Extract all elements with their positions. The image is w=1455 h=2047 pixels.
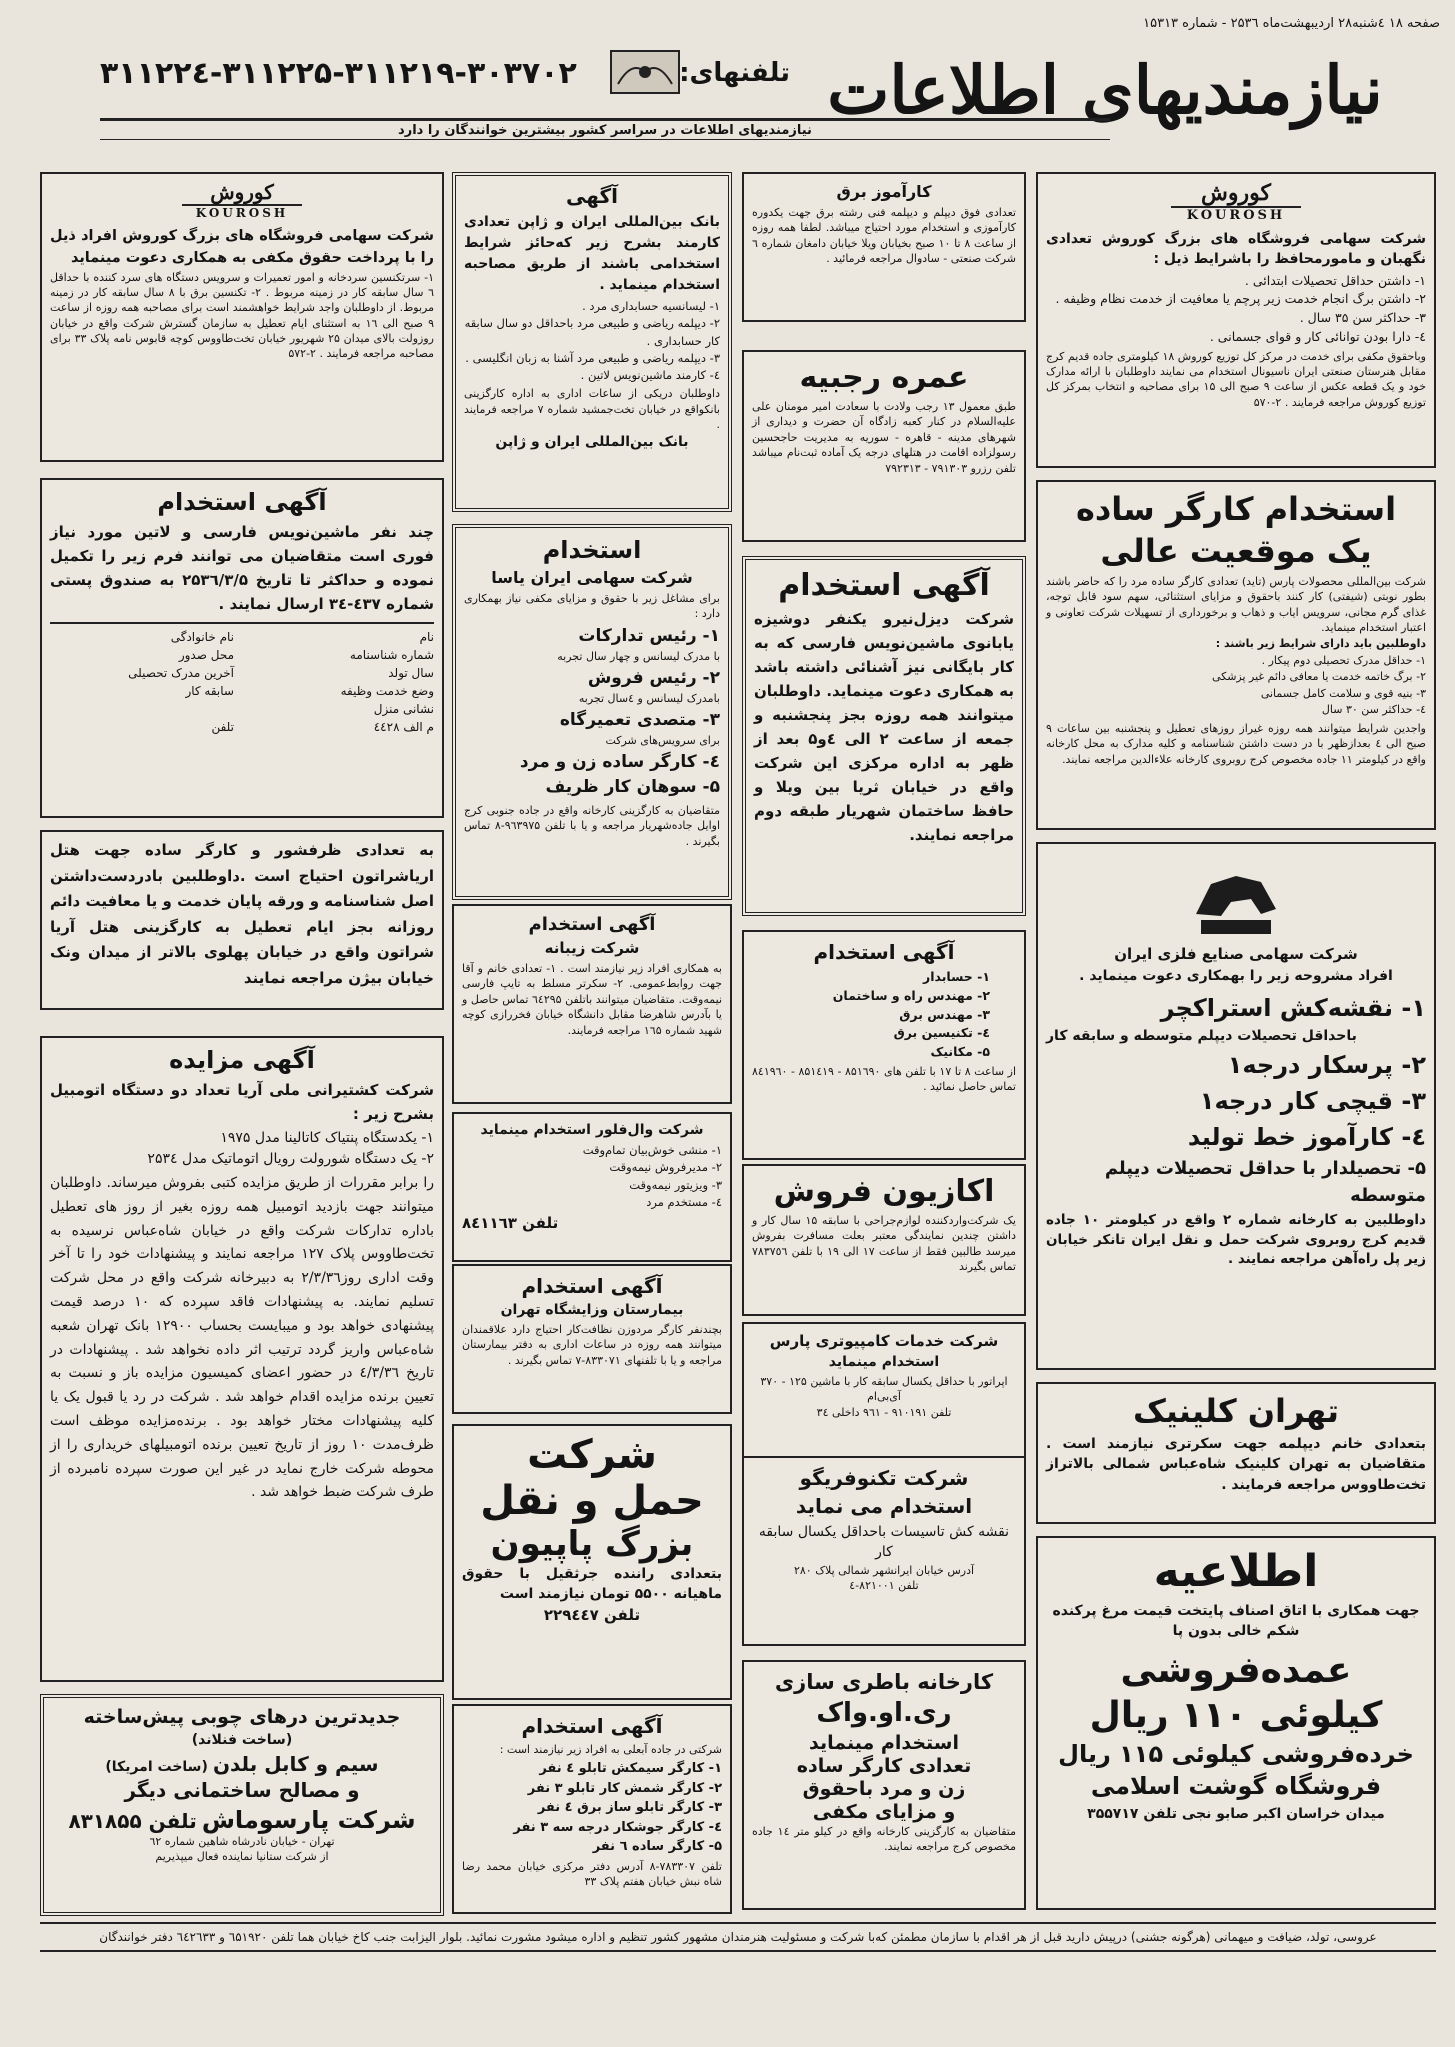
list-item: ۳- قیچی کار درجه۱ <box>1199 1087 1426 1116</box>
list-item: ۳- مهندس برق <box>899 1006 990 1022</box>
list-item: ۵- کارگر ساده ٦ نفر <box>592 1839 722 1855</box>
ad-phone: تلفن ۸۲۱۰۰۱-٤ <box>849 1578 919 1592</box>
list-item-note: باحداقل تحصیلات دیپلم متوسطه و سابقه کار <box>1046 1028 1357 1045</box>
list-item: ٤- کارگر جوشکار درجه سه ۳ نفر <box>513 1819 722 1835</box>
list-item: ۱- یکدستگاه پنتیاک کاتالینا مدل ۱۹۷۵ <box>220 1130 434 1146</box>
typist-hiring-ad <box>40 478 444 818</box>
ad-body: طبق معمول ۱۳ رجب ولادت با سعادت امیر مومنان علی علیه‌السلام در کنار کعبه زادگاه آن حضرت و دیداری از شهرهای مدینه - قاهره - سوریه به مدیریت حاجحسین رسولزاده اقامت در هتلهای درجه یک آماده ثبت‌نام میباشد تلفن رزرو ۷۹۱۳۰۳ - ۷۹۲۳۱۳ <box>752 400 1016 475</box>
car-auction-ad <box>40 1036 444 1682</box>
page-dateline: صفحه ۱۸ ٤شنبه۲۸ اردیبهشت‌ماه ۲۵۳٦ - شماره ۱۵۳۱۳ <box>1143 16 1440 31</box>
tehran-hospital-ad <box>452 1264 732 1414</box>
kourosh-logo-fa: کوروش <box>1201 180 1271 206</box>
ad-title: آگهی <box>566 184 618 208</box>
ad-body: نقشه کش تاسیسات باحداقل یکسال سابقه کار <box>758 1524 1010 1561</box>
list-item: ۳- دیپلمه ریاضی و طبیعی مرد آشنا به زبان انگلیسی . <box>465 350 720 365</box>
form-field-label <box>50 702 234 716</box>
ad-title: آگهی استخدام <box>521 1274 663 1298</box>
form-field-label: سابقه کار <box>185 684 234 698</box>
ad-body: وباحقوق مکفی برای خدمت در مرکز کل توزیع کوروش ۱۸ کیلومتری جاده قدیم کرج مقابل هنرستان صنعتی ایران ناسیونال استخدام می نمایند داوطلبان با ارائه مدارک خود و یک قطعه عکس از ساعت ۹ صبح الی ۱۵ برای مصاحبه و انتخاب بمرکز کل توزیع کوروش مراجعه فرمایند . ۲-۵۷۰ <box>1046 349 1427 409</box>
ad-body: تعدادی فوق دیپلم و دیپلمه فنی رشته برق جهت یکدوره کارآموزی و استخدام مورد احتیاج میباشد. لطفا همه روزه از ساعت ۸ تا ۱۰ صبح بخیابان ویلا خیابان دامغان شماره ٦ شرکت صنعتی - سادوال مراجعه فرمائید . <box>752 206 1016 266</box>
ad-footer: متقاضیان به کارگزینی کارخانه واقع در جاده جنوبی کرج اوایل جاده‌شهریار مراجعه و یا با تلفن ۹٦۳۹۷۵-۸ تماس بگیرند . <box>464 803 720 848</box>
list-item: ۱- نقشه‌کش استراکچر <box>1160 994 1426 1023</box>
ad-footer: تلفن ۷۸۳۳۰۷-۸ آدرس دفتر مرکزی خیابان محمد رضا شاه نبش خیابان هفتم پلاک ۳۳ <box>462 1859 722 1889</box>
ad-intro: افراد مشروحه زیر را بهمکاری دعوت مینماید . <box>1079 967 1393 984</box>
ad-body: شرکت دیزل‌نیرو یکنفر دوشیزه یابانوی ماشین‌نویس فارسی که به کار بایگانی نیز آشنائی داشته باشد به همکاری دعوت مینماید. داوطلبان میتوانند همه روزه بجز پنجشنبه و جمعه از ساعت ۲ الی ٤و۵ بعد از ظهر به اداره مرکزی این شرکت واقع در خیابان ثریا بین ویلا و حافظ ساختمان شهریار طبقه دوم مراجعه نمایند. <box>754 610 1014 844</box>
electric-trainee-ad <box>742 172 1026 322</box>
ad-subtitle: استخدام مینماید <box>828 1354 940 1370</box>
ad-body: اپراتور با حداقل یکسال سابقه کار با ماشین ۱۲۵ - ۳۷۰ آی‌بی‌ام <box>760 1375 1008 1404</box>
ad-title: کارخانه باطری سازی <box>774 1670 994 1694</box>
wholesale-price: کیلوئی ۱۱۰ ریال <box>1089 1694 1383 1736</box>
engineer-hiring-ad <box>742 930 1026 1160</box>
list-item: ٤- حداکثر سن ۳۰ سال <box>1321 703 1426 717</box>
application-form <box>50 630 434 734</box>
hotel-hiring-ad <box>40 830 444 1010</box>
ad-conditions-heading: داوطلبین باید دارای شرایط زیر باشند : <box>1215 636 1426 650</box>
ad-body: به تعدادی ظرفشور و کارگر ساده جهت هتل اریاشراتون احتیاج است .داوطلبین بادردست‌داشتن اصل شناسنامه و ورقه پایان خدمت و یا معافیت دائم روزانه بجز ایام تعطیل به کارگزینی هتل آریا شراتون واقع در خیابان پهلوی بالاتر از میدان ونک خیابان بیژن مراجعه نمایند <box>50 841 434 987</box>
form-field-label: نشانی منزل <box>373 702 434 716</box>
list-item: ٤- دارا بودن توانائی کار و قوای جسمانی . <box>1209 328 1426 344</box>
list-item: ۳- متصدی تعمیرگاه <box>559 709 720 730</box>
papion-transport-ad <box>452 1424 732 1700</box>
wholesale-label: عمده‌فروشی <box>1120 1649 1352 1691</box>
list-item: ٤- تکنیسین برق <box>893 1025 990 1041</box>
ad-line: زن و مرد باحقوق <box>802 1778 966 1800</box>
form-field-label: وضع خدمت وظیفه <box>340 684 434 698</box>
ad-title: استخدام <box>542 536 642 564</box>
company-name: بزرگ پاپیون <box>490 1524 694 1564</box>
list-item: ۱- لیسانسیه حسابداری مرد . <box>582 299 720 313</box>
list-item: ۲- کارگر شمش کار تابلو ۳ نفر <box>527 1780 722 1796</box>
company-name: شرکت زیبانه <box>544 939 640 957</box>
ad-address: تهران - خیابان نادرشاه شاهین شماره ٦۲ <box>149 1835 335 1848</box>
ad-line: تعدادی کارگر ساده <box>796 1755 972 1777</box>
iran-japan-bank-ad <box>452 172 732 512</box>
ad-body: چند نفر ماشین‌نویس فارسی و لاتین مورد نیاز فوری است متقاضیان می توانند فرم زیر را تکمیل نموده و حداکثر تا تاریخ ۲۵۳٦/۳/۵ به صندوق پستی شماره ٤۳۷-۳٤ ارسال نمایند . <box>50 523 435 613</box>
list-item: ۱- رئیس تدارکات <box>578 625 720 646</box>
list-item-note: برای سرویس‌های شرکت <box>605 734 720 748</box>
ad-body: بتعدادی راننده جرثقیل با حقوق ماهیانه ۵۵۰۰ تومان نیازمند است <box>462 1566 722 1603</box>
ad-title: جدیدترین درهای چوبی پیش‌ساخته <box>83 1706 401 1728</box>
ad-body: به همکاری افراد زیر نیازمند است . ۱- تعدادی خانم و آقا جهت روابط‌عمومی. ۲- سکرتر مسلط به تایپ فارسی نیمه‌وقت. متقاضیان میتوانند باتلفن ٦٤۲۹۵ تماس حاصل و یا بآدرس شاهرضا مقابل دانشگاه خیابان فخررازی کوچه شهید شماره ۱٦۵ مراجعه فرمایند. <box>462 962 722 1037</box>
form-code: م الف ٤٤۲۸ <box>373 720 434 734</box>
form-field-label: نام <box>419 630 434 644</box>
list-item: ٤- کارگر ساده زن و مرد <box>519 751 720 772</box>
list-item: ۲- برگ خاتمه خدمت یا معافی دائم غیر پزشکی <box>1211 670 1426 684</box>
list-item: ۲- دیپلمه ریاضی و طبیعی مرد باحداقل دو سال سابقه کار حسابداری . <box>464 316 720 348</box>
ad-body: بانک بین‌المللی ایران و ژاپن تعدادی کارمند بشرح زیر که‌حائز شرایط استخدامی باشند از طریق مصاحبه استخدام مینماید . <box>464 214 720 293</box>
phones-label: تلفنهای: <box>679 58 790 88</box>
list-item-note: بامدرک لیسانس و ٤سال تجربه <box>578 692 720 706</box>
list-item: ۱- کارگر سیمکش تابلو ٤ نفر <box>539 1761 722 1777</box>
ad-address: آدرس خیابان ایرانشهر شمالی پلاک ۲۸۰ <box>793 1563 975 1577</box>
ad-body: شرکت بین‌المللی محصولات پارس (تاید) تعدادی کارگر ساده مرد را که حاضر باشند بطور نوبتی (شیفتی) کار کنند باحقوق و مزایای استثنائی، سهم سود قابل توجه، غذای گرم مجانی، سرویس ایاب و ذهاب و برخورداری از تسهیلات شرکت تعاونی و اعتبار استخدام مینماید. <box>1046 575 1426 635</box>
ad-subtitle: استخدام می نماید <box>795 1494 973 1518</box>
list-item: ٤- کارمند ماشین‌نویس لاتین . <box>580 368 720 382</box>
ad-title: آگهی استخدام <box>528 914 656 935</box>
ad-title: کارآموز برق <box>836 182 932 201</box>
kourosh-guard-ad <box>1036 172 1436 468</box>
footer-strip: عروسی، تولد، ضیافت و میهمانی (هرگونه جشنی) درپیش دارید قبل از هر اقدام با سازمان مطمئن که‌با شرکت و مسئولیت هنرمندان مشهور کشور تنظیم و اداره میشود مشورت نمائید. بلوار الیزابت جنب کاخ خیابان هما تلفن ٦۵۱۹۲۰ و ٦٤۲٦۳۳ دفتر خوانندگان <box>40 1922 1436 1952</box>
masthead-subtitle: نیازمندیهای اطلاعات در سراسر کشور بیشترین خوانندگان را دارد <box>100 118 1110 140</box>
ad-title: عمره رجبیه <box>799 360 969 395</box>
lion-emblem-icon <box>1181 854 1291 944</box>
form-field-label: شماره شناسنامه <box>349 648 434 662</box>
ad-body: بچندنفر کارگر مردوزن نظافت‌کار احتیاج دارد علاقمندان میتوانند همه روزه در ساعات اداری به دفتر بیمارستان مراجعه و یا با تلفنهای ۸۳۳۰۷۱-۷ تماس بگیرند . <box>462 1323 722 1367</box>
ad-intro: جهت همکاری با اتاق اصناف پایتخت قیمت مرغ پرکنده شکم خالی بدون پا <box>1052 1603 1420 1640</box>
ad-title: اکازیون فروش <box>773 1174 995 1209</box>
ad-footer: متقاضیان به کارگزینی کارخانه واقع در کیلو متر ۱٤ جاده مخصوص کرج مراجعه نمایند. <box>752 1825 1016 1854</box>
company-name: بیمارستان وزایشگاه تهران <box>500 1302 684 1318</box>
simple-worker-ad <box>1036 480 1436 830</box>
origin-note: (ساخت امریکا) <box>105 1759 208 1775</box>
company-name: شرکت سهامی ایران یاسا <box>491 568 693 587</box>
diesel-niroo-ad <box>742 556 1026 916</box>
form-field-label: تلفن <box>211 720 234 734</box>
kourosh-logo-en: KOUROSH <box>1171 206 1301 223</box>
battery-factory-ad <box>742 1660 1026 1910</box>
parsumash-doors-ad <box>40 1694 444 1916</box>
company-name: شرکت پارسوماش <box>201 1806 416 1834</box>
ad-title: آگهی استخدام <box>778 568 990 603</box>
list-item: ۳- ویزیتور نیمه‌وقت <box>629 1177 722 1192</box>
ad-line: و مزایای مکفی <box>812 1801 956 1823</box>
ad-body: یک شرکت‌واردکننده لوازم‌جراحی با سابقه ۱۵ سال کار و داشتن چندین نمایندگی معتبر بعلت مسافرت بفروش میرسد طالبین فقط از ساعت ۱۷ الی ۱۹ با تلفن ۷۸۳۷٥٦ تماس بگیرند <box>752 1214 1016 1274</box>
switchboard-hiring-ad <box>452 1704 732 1914</box>
kourosh-technician-ad <box>40 172 444 462</box>
company-name: ری.او.واک <box>816 1698 952 1728</box>
list-item: ۲- مهندس راه و ساختمان <box>832 987 990 1003</box>
ad-title: شرکت وال‌فلور استخدام مینماید <box>480 1122 704 1138</box>
ad-title: شرکت خدمات کامپیوتری پارس <box>769 1332 999 1350</box>
ad-intro: شرکت کشتیرانی ملی آریا تعداد دو دستگاه اتومبیل بشرح زیر : <box>50 1081 434 1123</box>
ad-subtitle: یک موقعیت عالی <box>1100 532 1372 570</box>
origin-note: (ساخت فنلاند) <box>191 1732 293 1748</box>
product-name: سیم و کابل بلدن <box>212 1752 379 1776</box>
list-item: ۳- بنیه قوی و سلامت کامل جسمانی <box>1260 686 1426 700</box>
ad-title: آگهی استخدام <box>157 488 327 516</box>
ad-title: تهران کلینیک <box>1132 1392 1340 1430</box>
list-item: ۱- حسابدار <box>923 969 990 984</box>
ad-signature: بانک بین‌المللی ایران و ژاپن <box>495 434 689 451</box>
iran-metal-ad <box>1036 842 1436 1370</box>
masthead-title: نیازمندیهای اطلاعات <box>827 51 1383 129</box>
list-item: ۲- رئیس فروش <box>587 667 720 688</box>
list-item: ۱- منشی خوش‌بیان تمام‌وقت <box>582 1143 722 1157</box>
occasion-sale-ad <box>742 1164 1026 1316</box>
poultry-notice-ad <box>1036 1536 1436 1910</box>
shop-address: میدان خراسان اکبر صابو نجی تلفن ۳۵۵۷۱۷ <box>1087 1805 1385 1822</box>
ad-title: شرکت سهامی فروشگاه های بزرگ کوروش تعدادی نگهبان و مامورمحافظ را باشرایط ذیل : <box>1046 231 1426 268</box>
list-item: ٤- کارآموز خط تولید <box>1187 1123 1426 1152</box>
kourosh-logo-en: KOUROSH <box>182 204 302 220</box>
shop-name: فروشگاه گوشت اسلامی <box>1090 1771 1382 1800</box>
retail-price: خرده‌فروشی کیلوئی ۱۱۵ ریال <box>1058 1739 1414 1768</box>
ad-title: شرکت تکنوفریگو <box>799 1466 969 1490</box>
iran-yasa-ad <box>452 524 732 900</box>
list-item: ۵- تحصیلدار با حداقل تحصیلات دیپلم متوسطه <box>1104 1158 1426 1207</box>
ad-body: ۱- سرتکنسین سردخانه و امور تعمیرات و سرویس دستگاه های سرد کننده با حداقل ٦ سال سابقه کار در زمینه مربوط . ۲- تکنسین برق با ۸ سال سابقه کار در زمینه مربوط. از داوطلبان واجد شرایط خواهشمند است برای مصاحبه همه روزه از ساعت ۹ صبح الی ۱٦ به استثنای ایام تعطیل به سازمان گسترش شرکت واقع در خیابان روزولت بالای میدان ۲۵ شهریور خیابان تخت‌طاووس کوچه قابوس نامه پلاک ۳۳ برای مصاحبه مراجعه فرمایند . ۲-۵۷۲ <box>50 270 435 361</box>
list-item: ۱- حداقل مدرک تحصیلی دوم پیکار . <box>1261 653 1426 667</box>
ad-title: آگهی استخدام <box>813 940 955 964</box>
kourosh-logo-fa: کوروش <box>210 180 274 204</box>
ad-phone: تلفن ۸۳۱۸۵۵ <box>68 1809 197 1833</box>
form-field-label: سال تولد <box>388 666 434 680</box>
ad-title: استخدام کارگر ساده <box>1075 490 1397 528</box>
list-item: ۲- یک دستگاه شورولت رویال اتوماتیک مدل ۲۵۳٤ <box>147 1151 434 1167</box>
list-item-note: با مدرک لیسانس و چهار سال تجربه <box>557 650 720 664</box>
zibaneh-ad <box>452 904 732 1104</box>
ad-footer: از ساعت ۸ تا ۱۷ با تلفن های ۸۵۱٦۹۰ - ۸۵۱٤۱۹ - ۸٤۱۹٦۰ تماس حاصل نمائید . <box>752 1064 1017 1094</box>
list-item: ۵- سوهان کار ظریف <box>545 777 720 798</box>
ad-title: شرکت سهامی فروشگاه های بزرگ کوروش افراد ذیل را با پرداخت حقوق مکفی به همکاری دعوت مینماید <box>50 228 434 266</box>
ad-title: آگهی استخدام <box>521 1714 663 1738</box>
list-item: ۱- داشتن حداقل تحصیلات ابتدائی . <box>1244 272 1426 288</box>
list-item: ۳- کارگر تابلو ساز برق ٤ نفر <box>537 1800 722 1816</box>
list-item: ٤- مستخدم مرد <box>646 1194 722 1209</box>
list-item: ۲- داشتن برگ انجام خدمت زیر پرچم یا معافیت از خدمت نظام وظیفه . <box>1055 291 1426 307</box>
ad-phone: تلفن ۸٤۱۱٦۳ <box>462 1214 559 1232</box>
ad-title: آگهی مزایده <box>169 1046 315 1074</box>
ad-title-line: حمل و نقل <box>480 1478 704 1524</box>
ad-phone: تلفن ۲۲۹٤٤۷ <box>543 1605 641 1624</box>
pars-computer-ad <box>742 1322 1026 1462</box>
umrah-ad <box>742 350 1026 542</box>
list-item: ۲- پرسکار درجه۱ <box>1227 1051 1426 1080</box>
ad-footer: داوطلبان دریکی از ساعات اداری به اداره کارگزینی بانکواقع در خیابان تخت‌جمشید شماره ۷ مراجعه فرمایند . <box>464 387 720 432</box>
ad-body: بتعدادی خانم دیپلمه جهت سکرتری نیازمند است . متقاضیان به تهران کلینیک شاه‌عباس شمالی بالاتراز تخت‌طاووس مراجعه فرمایند . <box>1046 1436 1426 1493</box>
form-field-label: نام خانوادگی <box>170 630 234 644</box>
ad-line: و مصالح ساختمانی دیگر <box>124 1778 360 1802</box>
ad-line: استخدام مینماید <box>809 1732 959 1754</box>
form-field-label: آخرین مدرک تحصیلی <box>128 666 234 680</box>
ad-title: اطلاعیه <box>1153 1546 1319 1597</box>
list-item: ۵- مکانیک <box>930 1044 990 1059</box>
ad-body: را برابر مقررات از طریق مزایده کتبی بفروش میرساند. داوطلبان میتوانند جهت بازدید اتومبیل همه روزه بغیر از روز های تعطیل باداره تدارکات شرکت واقع در خیابان شاه‌عباس نرسیده به تخت‌طاووس پلاک ۱۲۷ مراجعه نمایند و پیشنهادات خود را تا آخر وقت اداری روز۲/۳/۳٦ به دبیرخانه شرکت واقع در محل شرکت تسلیم نمایند. به پیشنهادات فاقد سپرده که ۱۰ درصد قیمت پیشنهادی خواهد بود و میبایست بحساب ۱۲۹۰۰ بانک تهران شعبه شاه‌عباس واریز گردد ترتیب اثر داده نخواهد شد . پیشنهادات در تاریخ ٤/۳/۳٦ در حضور اعضای کمیسیون مزایده باز و نسبت به تعیین برنده مزایده اقدام خواهد شد . شرکت در رد یا قبول یک یا کلیه پیشنهادات مختار خواهد بود . برنده‌مزایده موظف است ظرف‌مدت ۱۰ روز از تاریخ تعیین برنده اتومبیلهای خریداری را از محوطه شرکت خارج نماید در غیر این صورت سپرده نامبرده از طرف شرکت ضبط خواهد شد . <box>50 1175 435 1501</box>
tehran-clinic-ad <box>1036 1382 1436 1524</box>
list-item: ۳- حداکثر سن ۳۵ سال . <box>1299 310 1426 326</box>
phone-numbers: ۳۱۱۲۲٤-۳۱۱۲۲۵-۳۱۱۲۱۹-۳۰۳۷۰۲ <box>100 56 577 91</box>
ad-note: از شرکت ستانیا نماینده فعال میپذیریم <box>155 1850 329 1864</box>
ad-intro: برای مشاغل زیر با حقوق و مزایای مکفی نیاز بهمکاری دارد : <box>464 592 720 621</box>
ad-footer: داوطلبین به کارخانه شماره ۲ واقع در کیلومتر ۱۰ جاده قدیم کرج روبروی شرکت حمل و نقل ایران تانکر خیابان زیر پل راه‌آهن مراجعه نمایند . <box>1046 1212 1426 1268</box>
ad-title: شرکت <box>527 1432 657 1478</box>
form-field-label: محل صدور <box>178 648 234 662</box>
metal-company-logo <box>1181 854 1291 944</box>
ad-phone: تلفن ۹۱۰۱۹۱ - ۹٦۱ داخلی ۳٤ <box>816 1405 952 1419</box>
wallflor-ad <box>452 1112 732 1262</box>
company-name: شرکت سهامی صنایع فلزی ایران <box>1114 945 1358 963</box>
ad-intro: شرکتی در جاده آبعلی به افراد زیر نیازمند است : <box>499 1743 722 1756</box>
list-item: ۲- مدیرفروش نیمه‌وقت <box>609 1160 722 1175</box>
ad-footer: واجدین شرایط میتوانند همه روزه غیراز روزهای تعطیل و پنجشنبه بین ساعات ۹ صبح الی ٤ بعدازظهر با در دست داشتن شناسنامه و کلیه مدارک به محل کارخانه واقع در کیلومتر ۱۱ جاده مخصوص کرج روبروی کارخانه علاءالدین مراجعه نمایند. <box>1046 721 1426 766</box>
technofrigo-ad <box>742 1456 1026 1646</box>
